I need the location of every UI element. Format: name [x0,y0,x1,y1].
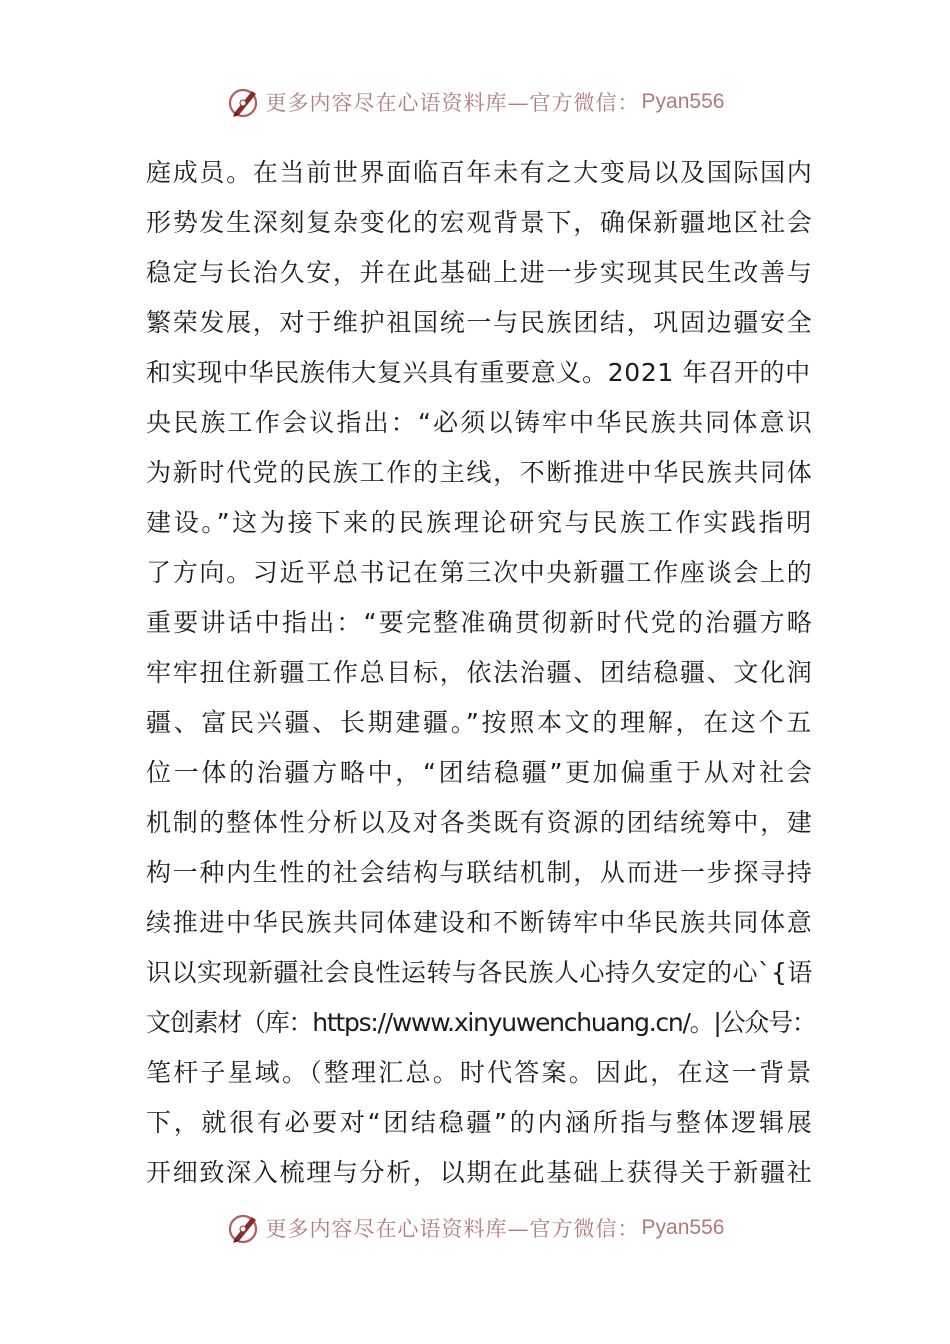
header-banner [0,82,950,122]
document-body [146,148,816,1198]
body-line: 和实现中华民族伟大复兴具有重要意义。2021 年召开的中 [146,358,811,387]
body-line: 下，就很有必要对“团结稳疆”的内涵所指与整体逻辑展 [146,1108,815,1137]
header-wechat-id: Pyan556 [641,90,725,113]
header-promo-text: 更多内容尽在心语资料库—官方微信： [265,91,640,115]
body-line: 繁荣发展，对于维护祖国统一与民族团结，巩固边疆安全 [146,308,814,337]
pen-circle-logo-icon [226,84,262,120]
body-line: 构一种内生性的社会结构与联结机制，从而进一步探寻持 [146,858,814,887]
body-line: 了方向。习近平总书记在第三次中央新疆工作座谈会上的 [146,558,814,587]
pen-circle-logo-icon [226,1210,262,1246]
body-line: 文创素材（库：https://www.xinyuwenchuang.cn/。|公众号： [146,1008,816,1037]
body-line: 庭成员。在当前世界面临百年未有之大变局以及国际国内 [146,158,814,187]
body-line: 机制的整体性分析以及对各类既有资源的团结统筹中，建 [146,808,814,837]
body-line: 稳定与长治久安，并在此基础上进一步实现其民生改善与 [146,258,814,287]
body-line: 位一体的治疆方略中，“团结稳疆”更加偏重于从对社会 [146,758,815,787]
body-line: 笔杆子星域。（整理汇总。时代答案。因此，在这一背景 [146,1058,814,1087]
body-line: 重要讲话中指出：“要完整准确贯彻新时代党的治疆方略 [146,608,814,637]
body-line: 建设。”这为接下来的民族理论研究与民族工作实践指明 [146,508,814,537]
body-line: 央民族工作会议指出：“必须以铸牢中华民族共同体意识 [146,408,814,437]
body-line: 形势发生深刻复杂变化的宏观背景下，确保新疆地区社会 [146,208,814,237]
body-line: 疆、富民兴疆、长期建疆。”按照本文的理解，在这个五 [146,708,814,737]
footer-banner [0,1208,950,1248]
footer-wechat-id: Pyan556 [641,1216,725,1239]
body-line: 开细致深入梳理与分析，以期在此基础上获得关于新疆社 [146,1158,814,1187]
body-line: 为新时代党的民族工作的主线，不断推进中华民族共同体 [146,458,814,487]
footer-promo-text: 更多内容尽在心语资料库—官方微信： [265,1217,640,1241]
body-line: 牢牢扭住新疆工作总目标，依法治疆、团结稳疆、文化润 [146,658,814,687]
body-line: 识以实现新疆社会良性运转与各民族人心持久安定的心`{语 [146,958,813,987]
body-line: 续推进中华民族共同体建设和不断铸牢中华民族共同体意 [146,908,814,937]
